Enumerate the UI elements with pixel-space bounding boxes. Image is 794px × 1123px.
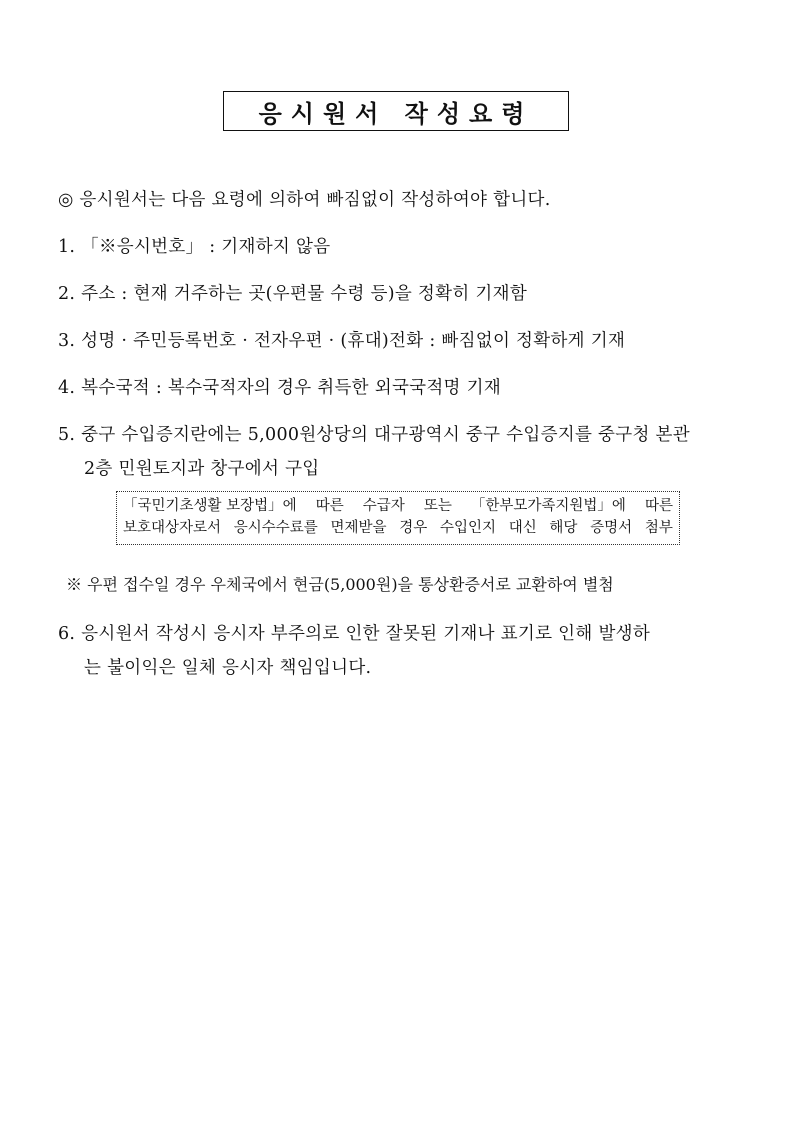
item-6-continuation: 는 불이익은 일체 응시자 책임입니다. [84, 658, 372, 678]
item-3: 3. 성명 · 주민등록번호 · 전자우편 · (휴대)전화 : 빠짐없이 정확하게 기재 [58, 331, 626, 351]
item-2: 2. 주소 : 현재 거주하는 곳(우편물 수령 등)을 정확히 기재함 [58, 284, 528, 304]
exemption-note-box [116, 491, 680, 545]
item-1: 1. 「※응시번호」 : 기재하지 않음 [58, 237, 331, 257]
note-word: 수급자 [362, 498, 405, 514]
note-word: 「국민기초생활 보장법」에 [123, 498, 297, 514]
postal-remark: ※ 우편 접수일 경우 우체국에서 현금(5,000원)을 통상환증서로 교환하여 별첨 [66, 575, 614, 594]
item-6: 6. 응시원서 작성시 응시자 부주의로 인한 잘못된 기재나 표기로 인해 발생하 [58, 624, 651, 644]
item-5-continuation: 2층 민원토지과 창구에서 구입 [84, 459, 320, 479]
note-line-2 [123, 517, 673, 539]
note-word: 경우 [399, 520, 428, 536]
note-word: 따른 [315, 498, 344, 514]
note-word: 따른 [644, 498, 673, 514]
note-word: 수입인지 [439, 520, 496, 536]
page-title: 응시원서 작성요령 [223, 91, 569, 131]
item-5: 5. 중구 수입증지란에는 5,000원상당의 대구광역시 중구 수입증지를 중구청 본관 [58, 425, 690, 445]
intro-text: ◎ 응시원서는 다음 요령에 의하여 빠짐없이 작성하여야 합니다. [58, 190, 551, 210]
note-word: 대신 [508, 520, 537, 536]
note-word: 「한부모가족지원법」에 [470, 498, 626, 514]
note-line-1 [123, 495, 673, 517]
note-word: 또는 [423, 498, 452, 514]
note-word: 응시수수료를 [233, 520, 318, 536]
note-word: 보호대상자로서 [123, 520, 222, 536]
note-word: 면제받을 [330, 520, 387, 536]
note-word: 해당 [549, 520, 578, 536]
note-word: 증명서 [590, 520, 633, 536]
note-word: 첨부 [644, 520, 673, 536]
item-4: 4. 복수국적 : 복수국적자의 경우 취득한 외국국적명 기재 [58, 378, 502, 398]
